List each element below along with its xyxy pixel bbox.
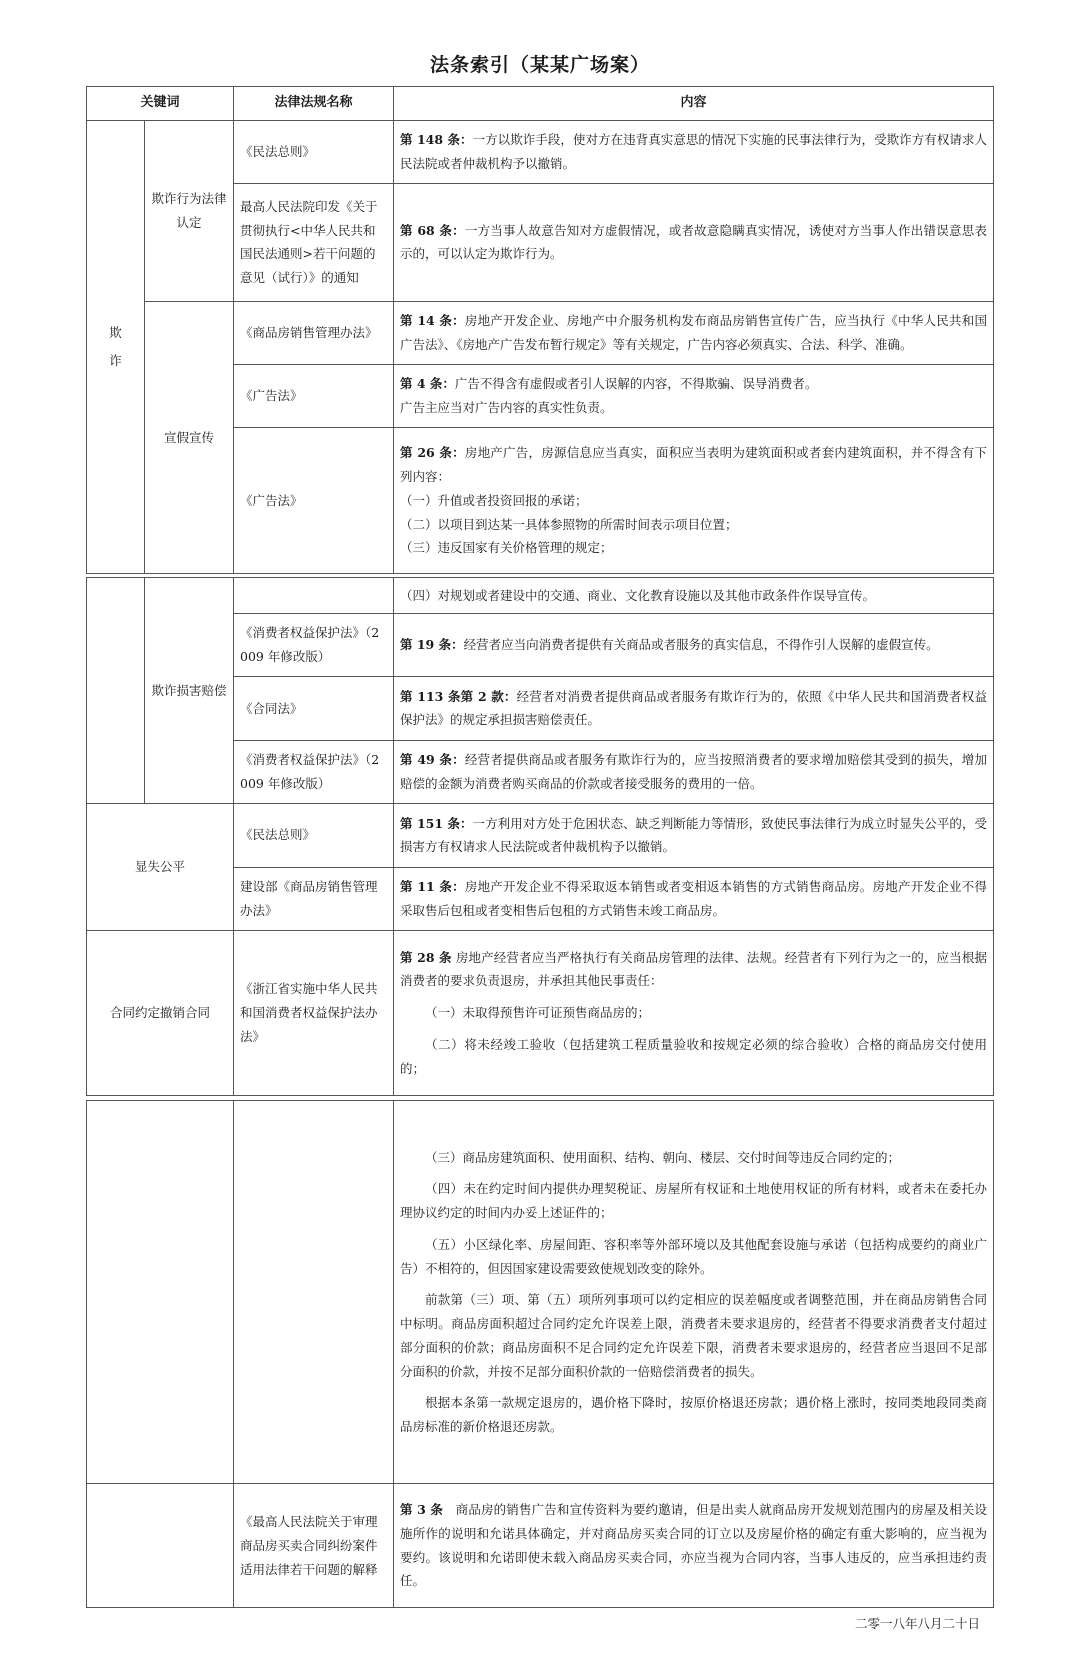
law-name: 《最高人民法院关于审理商品房买卖合同纠纷案件适用法律若干问题的解释 (234, 1484, 394, 1608)
article-text: 经营者对消费者提供商品或者服务有欺诈行为的，依照《中华人民共和国消费者权益保护法》的规定承担损害赔偿责任。 (400, 688, 987, 728)
law-content (394, 677, 994, 740)
article-text: 房地产广告，房源信息应当真实，面积应当表明为建筑面积或者套内建筑面积，并不得含有下列内容： (400, 445, 987, 485)
article-text: 房地产开发企业不得采取返本销售或者变相返本销售的方式销售商品房。房地产开发企业不得采取售后包租或者变相售后包租的方式销售未竣工商品房。 (400, 879, 987, 918)
keyword-fraud-damages: 欺诈损害赔偿 (145, 578, 234, 804)
law-content (394, 930, 994, 1095)
law-name: 《民法总则》 (234, 804, 394, 867)
list-item: （一）升值或者投资回报的承诺； (400, 492, 588, 508)
article-number: 第 113 条第 2 款： (400, 688, 517, 704)
law-content (394, 613, 994, 676)
list-item: （二）以项目到达某一具体参照物的所需时间表示项目位置； (400, 516, 738, 532)
law-name: 《广告法》 (234, 365, 394, 428)
article-number: 第 3 条 (400, 1502, 444, 1518)
law-name-empty (234, 1101, 394, 1484)
law-name: 《消费者权益保护法》（2009 年修改版） (234, 613, 394, 676)
header-law-name: 法律法规名称 (234, 87, 394, 121)
keyword-contract-rescission: 合同约定撤销合同 (87, 930, 234, 1095)
article-number: 第 151 条： (400, 815, 473, 831)
article-text: 房地产经营者应当严格执行有关商品房管理的法律、法规。经营者有下列行为之一的，应当根据消费者的要求负责退房，并承担其他民事责任： (400, 949, 987, 989)
law-name (234, 578, 394, 614)
list-item: （四）未在约定时间内提供办理契税证、房屋所有权证和土地使用权证的所有材料，或者未在委托办理协议约定的时间内办妥上述证件的； (400, 1181, 987, 1221)
law-content (394, 867, 994, 930)
header-content: 内容 (394, 87, 994, 121)
keyword-empty (87, 1484, 234, 1608)
article-number: 第 4 条： (400, 376, 455, 392)
table-row (87, 302, 994, 365)
law-content (394, 1101, 994, 1484)
keyword-empty (87, 1101, 234, 1484)
list-item: （五）小区绿化率、房屋间距、容积率等外部环境以及其他配套设施与承诺（包括构成要约的商业广告）不相符的，但因国家建设需要致使规划改变的除外。 (400, 1236, 987, 1276)
article-text: 商品房的销售广告和宣传资料为要约邀请，但是出卖人就商品房开发规划范围内的房屋及相关设施所作的说明和允诺具体确定，并对商品房买卖合同的订立以及房屋价格的确定有重大影响的，应当视为要约。该说明和允诺即使未载入商品房买卖合同，亦应当视为合同内容，当事人违反的，应当承担违约责任。 (400, 1502, 987, 1589)
law-content (394, 183, 994, 301)
article-number: 第 68 条： (400, 222, 465, 238)
law-index-table-part-1 (86, 86, 994, 574)
article-paragraph: 根据本条第一款规定退房的，遇价格下降时，按原价格退还房款；遇价格上涨时，按同类地段同类商品房标准的新价格退还房款。 (400, 1395, 987, 1435)
keyword-group-empty (87, 578, 145, 804)
article-number: 第 49 条： (400, 752, 465, 768)
article-text: 一方以欺诈手段，使对方在违背真实意思的情况下实施的民事法律行为，受欺诈方有权请求人民法院或者仲裁机构予以撤销。 (400, 132, 987, 171)
article-text: 广告主应当对广告内容的真实性负责。 (400, 400, 613, 416)
law-name: 《浙江省实施中华人民共和国消费者权益保护法办法》 (234, 930, 394, 1095)
law-content (394, 1484, 994, 1608)
keyword-group-fraud: 欺 诈 (87, 120, 145, 573)
keyword-obvious-unfairness: 显失公平 (87, 804, 234, 931)
article-number: 第 148 条： (400, 132, 473, 147)
law-index-table-part-3 (86, 1100, 994, 1608)
list-item: （三）商品房建筑面积、使用面积、结构、朝向、楼层、交付时间等违反合同约定的； (425, 1149, 901, 1165)
table-row (87, 578, 994, 614)
table-row (87, 120, 994, 183)
law-name: 《商品房销售管理办法》 (234, 302, 394, 365)
page-title: 法条索引（某某广场案） (429, 54, 650, 76)
law-content (394, 804, 994, 867)
law-content (394, 120, 994, 183)
header-keyword: 关键词 (87, 87, 234, 121)
document-date: 二零一八年八月二十日 (854, 1616, 980, 1631)
law-content (394, 302, 994, 365)
list-item: （三）违反国家有关价格管理的规定； (400, 540, 613, 556)
law-name: 最高人民法院印发《关于贯彻执行<中华人民共和国民法通则>若干问题的意见（试行）》的通知 (234, 183, 394, 301)
article-text: 房地产开发企业、房地产中介服务机构发布商品房销售宣传广告，应当执行《中华人民共和国广告法》、《房地产广告发布暂行规定》等有关规定，广告内容必须真实、合法、科学、准确。 (400, 313, 987, 353)
article-number: 第 11 条： (400, 879, 465, 894)
law-content (394, 428, 994, 574)
keyword-false-advertising: 宣假宣传 (145, 302, 234, 574)
article-number: 第 14 条： (400, 313, 465, 329)
article-text: 广告不得含有虚假或者引人误解的内容，不得欺骗、误导消费者。 (454, 376, 818, 392)
law-content: （四）对规划或者建设中的交通、商业、文化教育设施以及其他市政条件作误导宣传。 (394, 578, 994, 614)
keyword-fraud-determination: 欺诈行为法律认定 (145, 120, 234, 301)
law-content (394, 740, 994, 803)
article-text: 经营者提供商品或者服务有欺诈行为的，应当按照消费者的要求增加赔偿其受到的损失，增加赔偿的金额为消费者购买商品的价款或者接受服务的费用的一倍。 (400, 752, 987, 791)
table-row (87, 804, 994, 867)
law-name: 《民法总则》 (234, 120, 394, 183)
list-item: （二）将未经竣工验收（包括建筑工程质量验收和按规定必须的综合验收）合格的商品房交付使用的； (400, 1036, 987, 1076)
article-text: 一方当事人故意告知对方虚假情况，或者故意隐瞒真实情况，诱使对方当事人作出错误意思表示的，可以认定为欺诈行为。 (400, 222, 987, 262)
law-index-table-part-2 (86, 577, 994, 1096)
law-name: 《广告法》 (234, 428, 394, 574)
header-row (87, 87, 994, 121)
table-row (87, 1484, 994, 1608)
table-row (87, 1101, 994, 1484)
law-content (394, 365, 994, 428)
article-number: 第 28 条 (400, 949, 452, 965)
article-number: 第 19 条： (400, 637, 464, 653)
law-name: 《合同法》 (234, 677, 394, 740)
law-name: 《消费者权益保护法》（2009 年修改版） (234, 740, 394, 803)
law-name: 建设部《商品房销售管理办法》 (234, 867, 394, 930)
article-text: 一方利用对方处于危困状态、缺乏判断能力等情形，致使民事法律行为成立时显失公平的，受损害方有权请求人民法院或者仲裁机构予以撤销。 (400, 815, 987, 855)
article-text: 经营者应当向消费者提供有关商品或者服务的真实信息，不得作引人误解的虚假宣传。 (463, 637, 939, 653)
article-paragraph: 前款第（三）项、第（五）项所列事项可以约定相应的误差幅度或者调整范围，并在商品房销售合同中标明。商品房面积超过合同约定允许误差上限，消费者未要求退房的，经营者不得要求消费者支付超过部分面积的价款；商品房面积不足合同约定允许误差下限，消费者未要求退房的，经营者应当退回不足部分面积的价款，并按不足部分面积价款的一倍赔偿消费者的损失。 (400, 1292, 987, 1379)
list-item: （一）未取得预售许可证预售商品房的； (425, 1005, 651, 1021)
table-row (87, 930, 994, 1095)
article-number: 第 26 条： (400, 445, 465, 461)
